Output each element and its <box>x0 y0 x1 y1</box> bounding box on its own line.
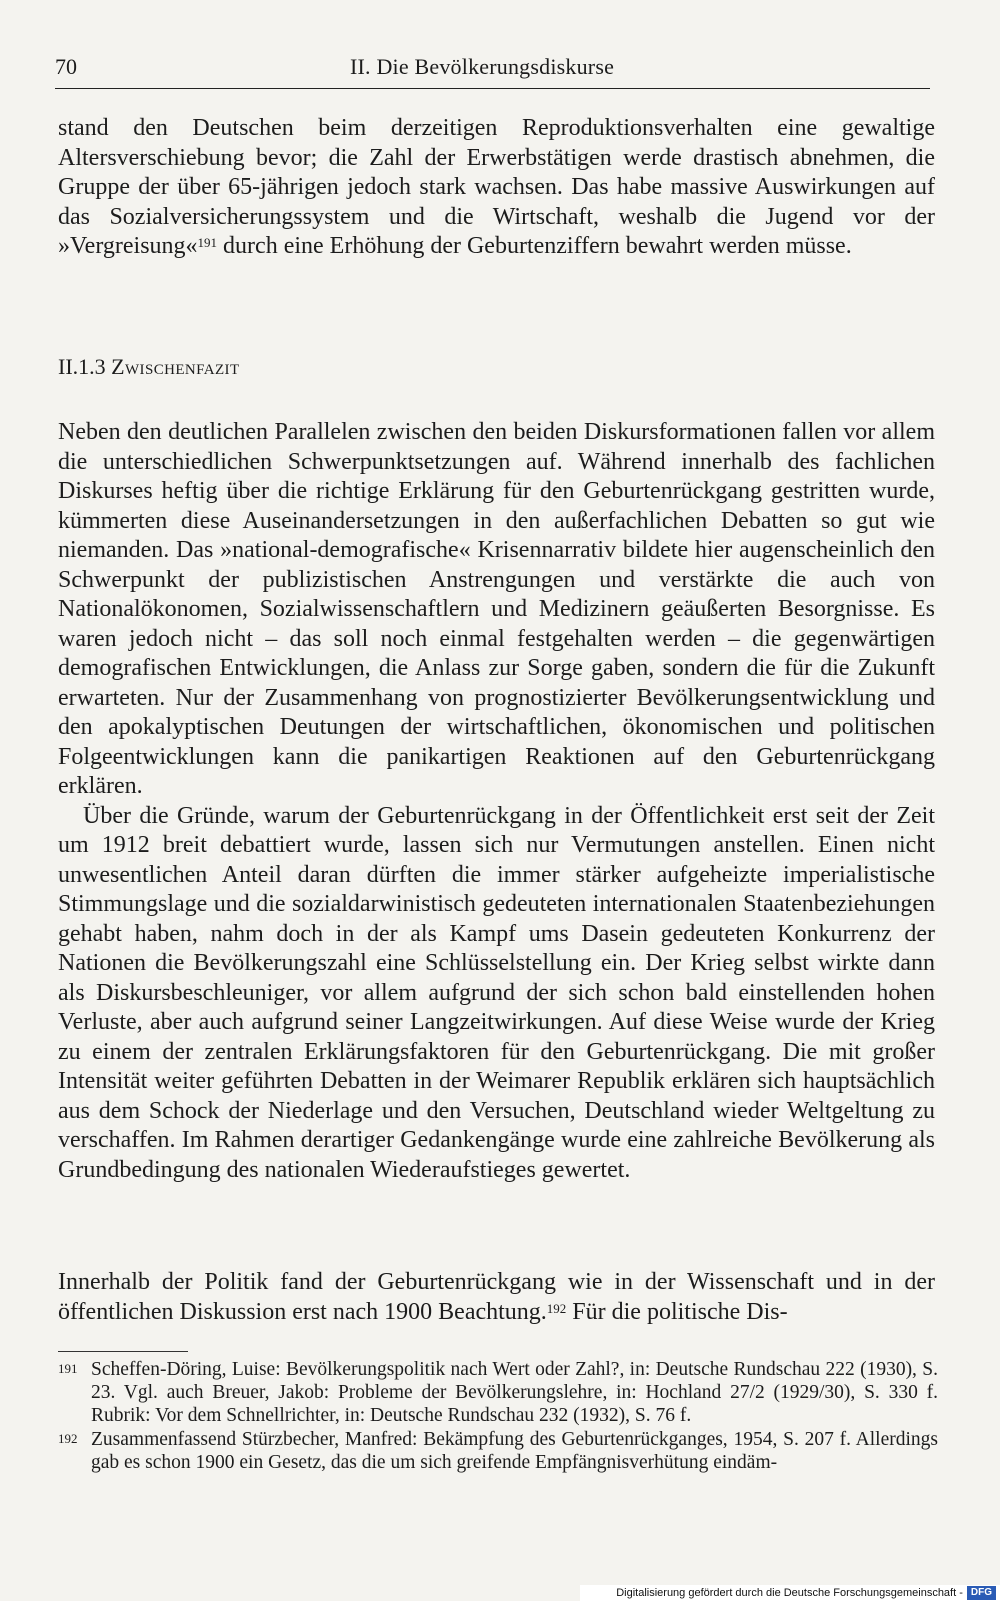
running-head: II. Die Bevölkerungsdiskurse <box>350 54 615 79</box>
footnote-ref-192[interactable]: 192 <box>546 1300 567 1316</box>
paragraph-4-text-after: Für die politische Dis- <box>566 1298 788 1325</box>
digitization-footer <box>580 1585 1000 1601</box>
paragraph-4-text: Innerhalb der Politik fand der Geburtenrückgang wie in der Wissenschaft und in der öffentlichen Diskussion erst nach 1900 Beachtung. <box>58 1269 935 1325</box>
footnote-rule <box>58 1351 188 1352</box>
section-body <box>58 418 935 1185</box>
footnote-ref-191[interactable]: 191 <box>197 235 218 250</box>
footnote-text: Zusammenfassend Stürzbecher, Manfred: Bekämpfung des Geburtenrückganges, 1954, S. 207 f. Allerdings gab es schon 1900 ein Gesetz, das die um sich greifende Empfängnisverhütung eindäm- <box>91 1429 938 1473</box>
footnote-number: 192 <box>58 1431 78 1446</box>
footnote-number: 191 <box>58 1361 78 1376</box>
header-rule <box>55 88 930 89</box>
dfg-logo[interactable]: DFG <box>967 1586 996 1600</box>
paragraph-3: Über die Gründe, warum der Geburtenrückgang in der Öffentlichkeit erst seit der Zeit um 1912 breit debattiert wurde, lassen sich nur Vermutungen anstellen. Einen nicht unwesentlichen Anteil daran dürften die immer stärker aufgeheizte imperialistische Stimmungslage und die sozialdarwinistisch gedeuteten internationalen Staatenbeziehungen gehabt haben, nahm doch in der als Kampf ums Dasein gedeuteten Konkurrenz der Nationen die Bevölkerungszahl eine Schlüsselstellung ein. Der Krieg selbst wirkte dann als Diskursbeschleuniger, vor allem aufgrund der sich schon bald einstellenden hohen Verluste, aber auch aufgrund seiner Langzeitwirkungen. Auf diese Weise wurde der Krieg zu einem der zentralen Erklärungsfaktoren für den Geburtenrückgang. Die mit großer Intensität weiter geführten Debatten in der Weimarer Republik erklären sich hauptsächlich aus dem Schock der Niederlage und den Versuchen, Deutschland wieder Weltgeltung zu verschaffen. Im Rahmen derartiger Gedankengänge wurde eine zahlreiche Bevölkerung als Grundbedingung des nationalen Wiederaufstieges gewertet. <box>58 802 935 1183</box>
section-title: Zwischenfazit <box>111 354 240 379</box>
footer-text: Digitalisierung gefördert durch die Deutsche Forschungsgemeinschaft - <box>616 1587 963 1599</box>
footnote-text: Scheffen-Döring, Luise: Bevölkerungspolitik nach Wert oder Zahl?, in: Deutsche Rundschau 222 (1930), S. 23. Vgl. auch Breuer, Jakob: Probleme der Bevölkerungslehre, in: Hochland 27/2 (1929/30), S. 330 f. Rubrik: Vor dem Schnellrichter, in: Deutsche Rundschau 232 (1932), S. 76 f. <box>91 1359 938 1426</box>
paragraph-2: Neben den deutlichen Parallelen zwischen den beiden Diskursformationen fallen vor allem die unterschiedlichen Schwerpunktsetzungen auf. Während innerhalb des fachlichen Diskurses heftig über die richtige Erklärung für den Geburtenrückgang gestritten wurde, kümmerten diese Auseinandersetzungen in den außerfachlichen Debatten so gut wie niemanden. Das »national-demografische« Krisennarrativ bildete hier augenscheinlich den Schwerpunkt der publizistischen Anstrengungen und verstärkte die auch von Nationalökonomen, Sozialwissenschaftlern und Medizinern geäußerten Besorgnisse. Es waren jedoch nicht – das soll noch einmal festgehalten werden – die gegenwärtigen demografischen Entwicklungen, die Anlass zur Sorge gaben, sondern die für die Zukunft erwarteten. Nur der Zusammenhang von prognostizierter Bevölkerungsentwicklung und den apokalyptischen Deutungen der wirtschaftlichen, ökonomischen und politischen Folgeentwicklungen kann die panikartigen Reaktionen auf den Geburtenrückgang erklären. <box>58 419 935 799</box>
section-heading <box>58 354 240 380</box>
paragraph-1-text-after: durch eine Erhöhung der Geburtenziffern bewahrt werden müsse. <box>217 233 852 259</box>
paragraph-1 <box>58 114 935 262</box>
footnotes <box>58 1358 938 1475</box>
section-number: II.1.3 <box>58 354 106 379</box>
page-number: 70 <box>55 54 77 79</box>
paragraph-4 <box>58 1268 935 1327</box>
page-header <box>55 52 930 88</box>
paragraph-1-text: stand den Deutschen beim derzeitigen Reproduktionsverhalten eine gewaltige Altersverschiebung bevor; die Zahl der Erwerbstätigen werde drastisch abnehmen, die Gruppe der über 65-jährigen jedoch stark wachsen. Das habe massive Auswirkungen auf das Sozialversicherungssystem und die Wirtschaft, weshalb die Jugend vor der »Vergreisung« <box>58 115 935 259</box>
footnote-191 <box>58 1358 938 1427</box>
footnote-192 <box>58 1428 938 1474</box>
